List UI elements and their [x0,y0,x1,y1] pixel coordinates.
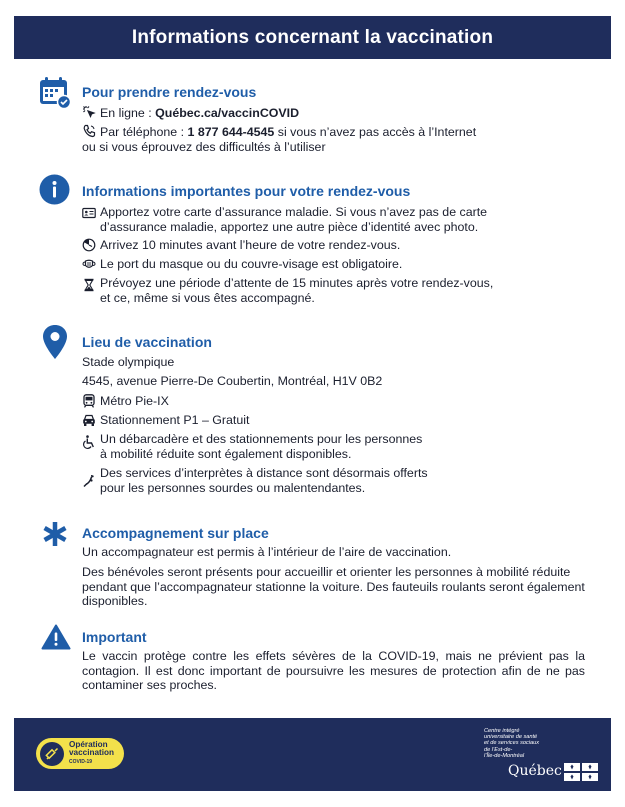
interpreter-line-1: Des services d’interprètes à distance sont désormais offerts [100,466,428,480]
venue-address: 4545, avenue Pierre-De Coubertin, Montréal, H1V 0B2 [82,374,383,388]
calendar-icon [38,76,72,110]
venue-name: Stade olympique [82,355,175,369]
parking-line: Stationnement P1 – Gratuit [100,413,250,427]
quebec-wordmark: Québec [508,763,562,779]
info-icon [39,174,70,205]
ciusss-line: et de services sociaux [484,740,540,747]
footer [14,718,611,791]
online-link[interactable]: Québec.ca/vaccinCOVID [155,106,300,120]
ciusss-label [484,728,574,759]
appointment-title: Pour prendre rendez-vous [82,84,257,100]
warning-icon [41,624,71,650]
accessibility-line-1: Un débarcadère et des stationnements pour les personnes [100,432,423,446]
hourglass-line-1: Prévoyez une période d’attente de 15 minutes après votre rendez-vous, [100,276,494,290]
important-title: Important [82,629,147,645]
id-card-line-2: d’assurance maladie, apportez une autre pièce d’identité avec photo. [100,219,479,234]
phone-suffix: si vous n’avez pas accès à l’Internet [277,125,477,139]
phone-line-2: ou si vous éprouvez des difficultés à l’utiliser [82,140,326,154]
accompaniment-para-1: Un accompagnateur est permis à l’intérieur de l’aire de vaccination. [82,545,452,559]
mask-line: Le port du masque ou du couvre-visage est obligatoire. [100,257,403,271]
asterisk-icon [41,520,69,548]
accompaniment-para-2: Des bénévoles seront présents pour accueillir et orienter les personnes à mobilité réduite pendant que l’accompagnateur stationne la voiture. Des fauteuils roulants seront également disponibles. [82,565,585,608]
important-info-title: Informations importantes pour votre rendez-vous [82,183,411,199]
online-line [100,106,299,121]
wheelchair-icon [82,435,96,449]
accompaniment-title: Accompagnement sur place [82,525,269,541]
hourglass-icon [82,278,96,292]
ciusss-line: de l’Est-de- [484,746,513,753]
page-title: Informations concernant la vaccination [131,26,494,48]
syringe-icon [40,742,64,766]
badge-line-3: COVID-19 [69,759,93,765]
interpreter-line-2: pour les personnes sourdes ou malentendantes. [100,480,366,495]
accessibility-line-2: à mobilité réduite sont également disponibles. [100,446,352,461]
clock-line: Arrivez 10 minutes avant l’heure de votre rendez-vous. [100,238,401,252]
badge-line-1: Opération [69,740,108,749]
id-card-icon [82,206,96,220]
id-card-line-1: Apportez votre carte d’assurance maladie. Si vous n’avez pas de carte [100,205,488,219]
interpreter-icon [82,474,96,488]
clock-icon [82,238,96,252]
mask-icon [82,257,96,271]
quebec-flag-icon [564,763,598,781]
important-text: Le vaccin protège contre les effets sévères de la COVID-19, mais ne prévient pas la contagion. Il est donc important de poursuivre les mesures de protection afin de ne pas contaminer ses proches. [82,649,585,692]
badge-line-2: vaccination [69,748,115,757]
car-icon [82,413,96,427]
ciusss-line: l’Île-de-Montréal [484,752,525,759]
metro-icon [82,394,96,408]
online-prefix: En ligne : [100,106,152,120]
operation-vaccination-badge [36,738,124,769]
ciusss-line: Centre intégré [484,728,520,734]
metro-line: Métro Pie-IX [100,394,169,408]
click-icon [82,105,96,119]
hourglass-line-2: et ce, même si vous êtes accompagné. [100,290,315,305]
location-title: Lieu de vaccination [82,334,212,350]
page-header [14,16,611,59]
location-pin-icon [42,324,68,360]
phone-line [100,125,476,140]
ciusss-line: universitaire de santé [484,734,538,741]
phone-icon [82,124,96,138]
phone-number[interactable]: 1 877 644-4545 [187,125,275,139]
phone-prefix: Par téléphone : [100,125,185,139]
